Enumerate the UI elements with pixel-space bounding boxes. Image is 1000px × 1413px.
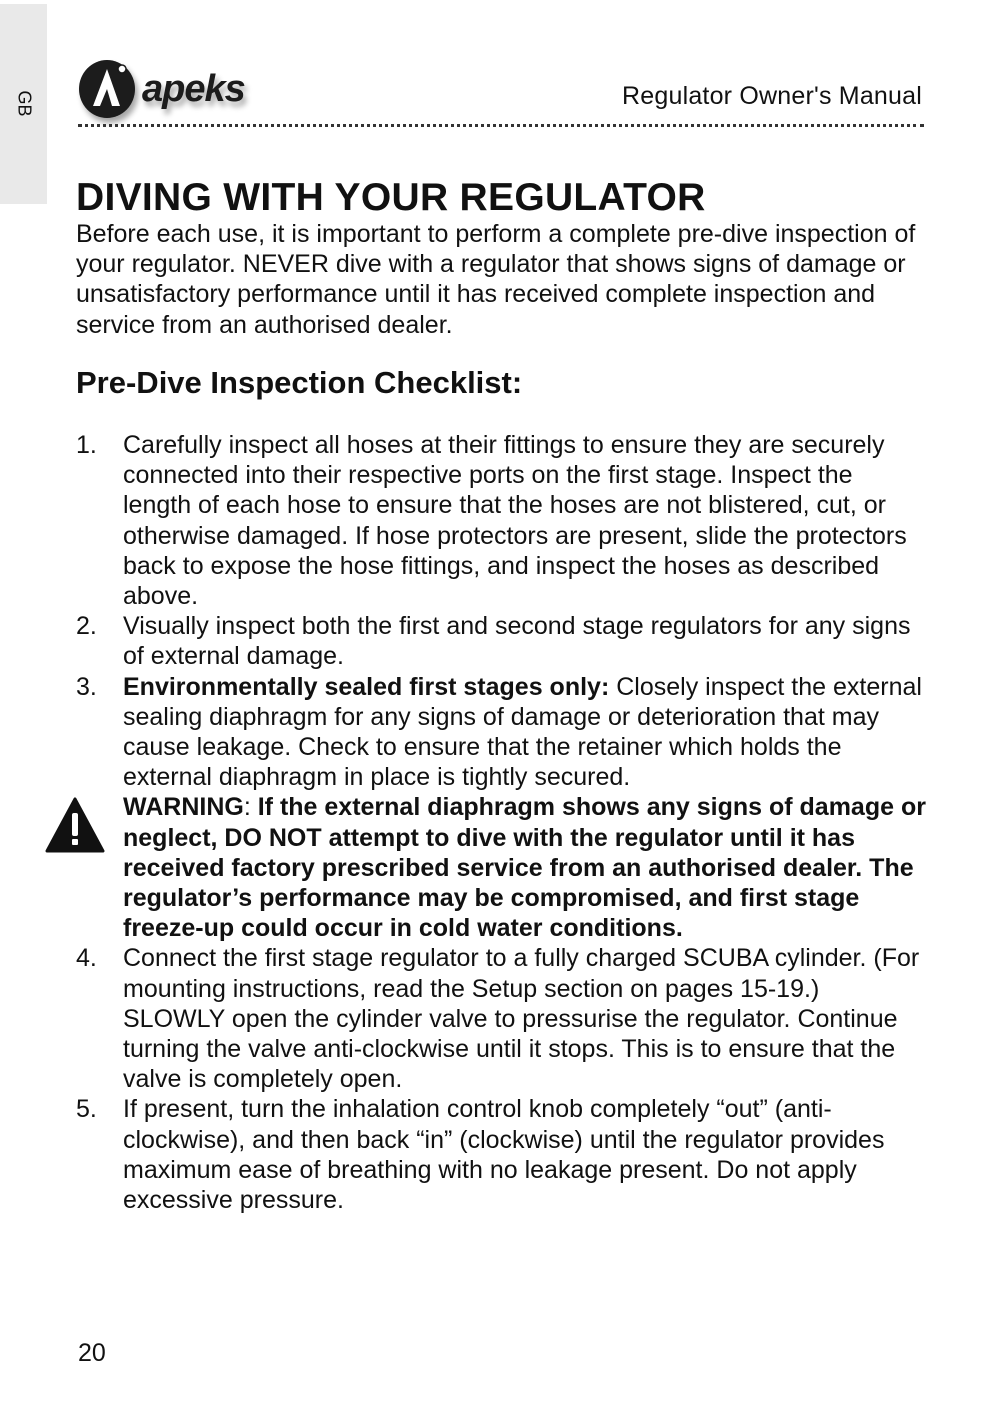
checklist-item-5 — [76, 1094, 926, 1215]
checklist-item-3 — [76, 672, 926, 793]
page-number: 20 — [78, 1339, 106, 1367]
item-number: 5. — [76, 1095, 97, 1124]
warning-label: WARNING — [123, 793, 244, 822]
item-text: Connect the first stage regulator to a fully charged SCUBA cylinder. (For mounting instructions, read the Setup section on pages 15-19.) SLOWLY open the cylinder valve to pressurise the regulator. Continue turning the valve anti-clockwise until it stops. This is to ensure that the valve is completely open. — [123, 944, 920, 1094]
warning-text: If the external diaphragm shows any signs of damage or neglect, DO NOT attempt to dive with the regulator until it has received factory prescribed service from an authorised dealer. The regulator’s performance may be compromised, and first stage freeze-up could occur in cold water conditions. — [123, 793, 926, 943]
item-number: 3. — [76, 672, 97, 701]
item-text: If present, turn the inhalation control knob completely “out” (anti-clockwise), and then back “in” (clockwise) until the regulator provides maximum ease of breathing with no leakage present. Do not apply excessive pressure. — [123, 1095, 885, 1215]
item-number: 2. — [76, 612, 97, 641]
warning-block — [76, 792, 926, 943]
apeks-logo — [76, 56, 336, 128]
language-tab — [0, 4, 47, 204]
item-text: Visually inspect both the first and second stage regulators for any signs of external damage. — [123, 612, 911, 671]
checklist-title: Pre-Dive Inspection Checklist: — [76, 365, 523, 400]
language-code: GB — [14, 90, 35, 117]
item-text: Carefully inspect all hoses at their fittings to ensure they are securely connected into their respective ports on the first stage. Inspect the length of each hose to ensure that the hoses are not blistered, cut, or otherwise damaged. If hose protectors are present, slide the protectors back to expose the hose fittings, and inspect the hoses as described above. — [123, 431, 907, 611]
warning-triangle-icon — [44, 796, 106, 854]
item-lead: Environmentally sealed first stages only: — [123, 672, 610, 701]
checklist-item-2 — [76, 611, 926, 671]
header-divider — [78, 124, 924, 127]
checklist-item-1 — [76, 430, 926, 611]
page-title: DIVING WITH YOUR REGULATOR — [76, 176, 706, 219]
checklist-item-4 — [76, 943, 926, 1094]
brand-wordmark: apeks — [142, 68, 245, 110]
item-number: 1. — [76, 431, 97, 459]
intro-paragraph: Before each use, it is important to perform a complete pre-dive inspection of your regulator. NEVER dive with a regulator that shows signs of damage or unsatisfactory performance until it has received complete inspection and service from an authorised dealer. — [76, 220, 916, 339]
manual-title: Regulator Owner's Manual — [622, 82, 922, 110]
warning-separator: : — [243, 793, 258, 822]
item-text: Closely inspect the external sealing diaphragm for any signs of damage or deterioration that may cause leakage. Check to ensure that the retainer which holds the external diaphragm in place is tightly secured. — [123, 672, 922, 792]
item-number: 4. — [76, 944, 97, 973]
pre-dive-checklist — [76, 430, 926, 1215]
